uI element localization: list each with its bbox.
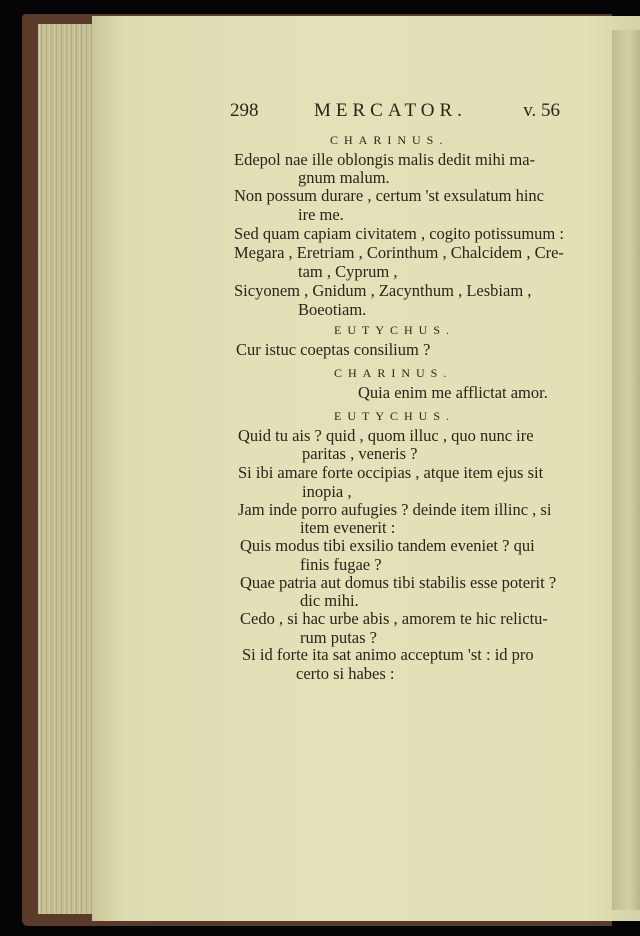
verse-line: Si ibi amare forte occipias , atque item ejus sit (238, 463, 544, 482)
verse-line: Jam inde porro aufugies ? deinde item illinc , si (238, 500, 552, 519)
speaker-name: CHARINUS. (330, 133, 449, 147)
verse-line: Non possum durare , certum 'st exsulatum hinc (234, 186, 544, 205)
facing-page-edge (612, 30, 640, 910)
running-header (230, 100, 560, 124)
speaker-name: CHARINUS. (334, 366, 453, 380)
speaker-name: EUTYCHUS. (334, 323, 456, 337)
running-title: MERCATOR. (314, 100, 467, 121)
verse-line: Si id forte ita sat animo acceptum 'st : id pro (242, 645, 534, 664)
verse-line: tam , Cyprum , (298, 262, 398, 281)
verse-line: certo si habes : (296, 664, 395, 683)
verse-line: gnum malum. (298, 168, 390, 187)
verse-line: Cedo , si hac urbe abis , amorem te hic relictu- (240, 609, 548, 628)
verse-line: Boeotiam. (298, 300, 367, 319)
verse-line: Quia enim me afflictat amor. (358, 383, 548, 402)
verse-line: Quid tu ais ? quid , quom illuc , quo nunc ire (238, 426, 534, 445)
verse-line: Sicyonem , Gnidum , Zacynthum , Lesbiam , (234, 281, 532, 300)
verse-line: Megara , Eretriam , Corinthum , Chalcidem , Cre- (234, 243, 564, 262)
verse-line: paritas , veneris ? (302, 444, 418, 463)
verse-line: Cur istuc coeptas consilium ? (236, 340, 431, 359)
verse-line: Sed quam capiam civitatem , cogito potissumum : (234, 224, 564, 243)
verse-line: inopia , (302, 482, 352, 501)
speaker-name: EUTYCHUS. (334, 409, 456, 423)
verse-line: Quae patria aut domus tibi stabilis esse poterit ? (240, 573, 557, 592)
verse-line: Edepol nae ille oblongis malis dedit mihi ma- (234, 150, 536, 169)
verse-line: Quis modus tibi exsilio tandem eveniet ? qui (240, 536, 535, 555)
page-number: 298 (230, 100, 259, 121)
verse-line: item evenerit : (300, 518, 396, 537)
verse-line: finis fugae ? (300, 555, 382, 574)
verse-line: dic mihi. (300, 591, 359, 610)
verse-line: rum putas ? (300, 628, 377, 647)
verse-line: ire me. (298, 205, 344, 224)
verse-number: v. 56 (523, 100, 560, 121)
